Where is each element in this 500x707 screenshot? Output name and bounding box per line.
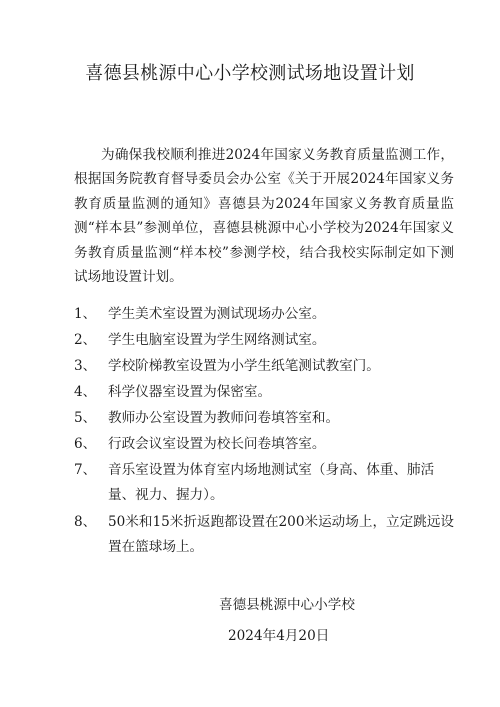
- list-item-text: 行政会议室设置为校长问卷填答室。: [108, 436, 326, 452]
- list-item: [74, 328, 454, 353]
- list-item: [74, 432, 454, 457]
- list-item-number: 2、: [74, 332, 97, 348]
- list-item: [74, 354, 454, 379]
- list-item: [74, 406, 454, 431]
- list-item-text: 50米和15米折返跑都设置在200米运动场上，立定跳远设置在篮球场上。: [108, 514, 455, 555]
- list-item-number: 4、: [74, 384, 97, 400]
- list-item: [74, 458, 454, 508]
- list-item-text: 教师办公室设置为教师问卷填答室和。: [108, 410, 340, 426]
- list-item-number: 1、: [74, 306, 97, 322]
- signature-school-name: 喜德县桃源中心小学校: [219, 597, 355, 613]
- intro-paragraph: 为确保我校顺利推进2024年国家义务教育质量监测工作，根据国务院教育督导委员会办公室《关于开展2024年国家义务教育质量监测的通知》喜德县为2024年国家义务教育质量监测“样本县”参测单位，喜德县桃源中心小学校为2024年国家义务教育质量监测“样本校”参测学校，结合我校实际制定如下测试场地设置计划。: [74, 147, 454, 286]
- list-item-number: 5、: [74, 410, 97, 426]
- list-item: [74, 302, 454, 327]
- document-title: 喜德县桃源中心小学校测试场地设置计划: [85, 63, 415, 84]
- list-item-text: 学生电脑室设置为学生网络测试室。: [108, 332, 326, 348]
- signature-date: 2024年4月20日: [228, 628, 330, 644]
- list-item: [74, 380, 454, 405]
- list-item-text: 科学仪器室设置为保密室。: [108, 384, 272, 400]
- list-item-text: 音乐室设置为体育室内场地测试室（身高、体重、肺活量、视力、握力）。: [108, 462, 435, 503]
- list-item-number: 8、: [74, 514, 97, 530]
- list-item: [74, 510, 454, 560]
- list-item-number: 7、: [74, 462, 97, 478]
- list-item-number: 6、: [74, 436, 97, 452]
- list-item-number: 3、: [74, 358, 97, 374]
- list-item-text: 学校阶梯教室设置为小学生纸笔测试教室门。: [108, 358, 380, 374]
- list-item-text: 学生美术室设置为测试现场办公室。: [108, 306, 326, 322]
